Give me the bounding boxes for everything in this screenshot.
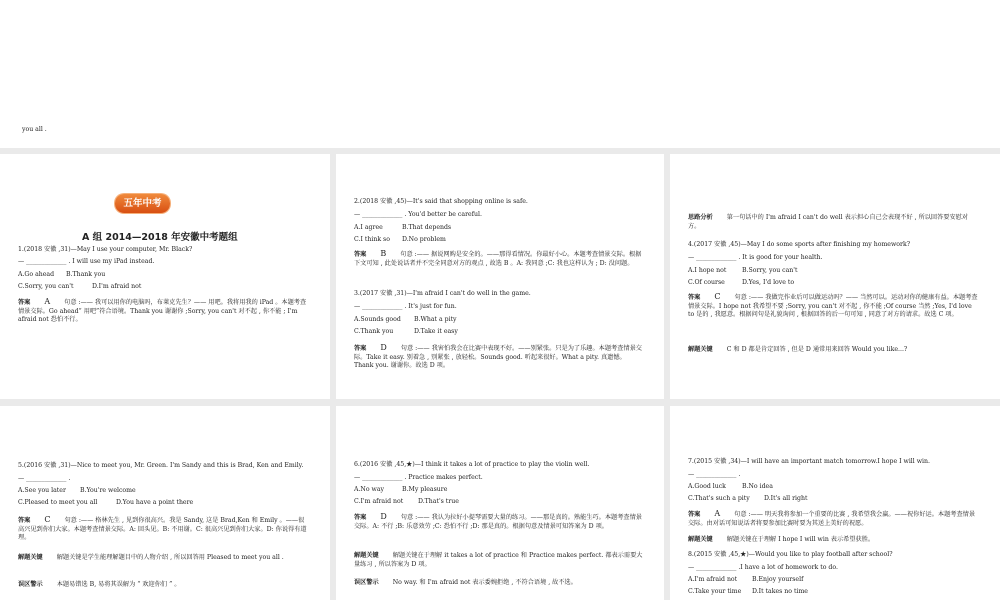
page-5 — [336, 406, 664, 600]
answer-label: 答案 — [18, 517, 31, 524]
question-6-options-cd — [354, 498, 464, 506]
warning-text: 本题易错选 B, 易将其误解为 “ 欢迎你们 ” 。 — [56, 581, 181, 588]
answer-label: 答案 — [354, 251, 367, 258]
answer-4 — [688, 293, 978, 320]
page-3 — [670, 154, 1000, 399]
analysis-label: 思路分析 — [688, 214, 713, 221]
answer-text: 句意 :—— 据说网购是安全的。——那得看情况。你最好小心。本题考查情景交际。根据下文可知 , 此处说话者并不完全同意对方的观点 , 故选 B 。A: 我同意 ;C: 我也这样认为 ; D: 没问题。 — [354, 251, 642, 267]
key-note — [688, 536, 978, 545]
option-d: D.I'm afraid not — [91, 283, 142, 290]
warning-note — [354, 579, 644, 588]
answer-letter: C — [44, 515, 51, 524]
answer-3 — [354, 344, 644, 371]
option-c: C.I think so — [354, 236, 390, 243]
question-5-blank: — _____________ . — [18, 475, 71, 482]
question-4-options-ab — [688, 267, 797, 275]
analysis-note — [688, 214, 978, 231]
question-4: 4.(2017 安徽 ,45)—May I do some sports after finishing my homework? — [688, 241, 911, 248]
page-1 — [0, 154, 330, 399]
answer-letter: D — [380, 343, 387, 352]
answer-label: 答案 — [688, 511, 701, 518]
key-text: 解题关键在于理解 I hope I will win 表示希望获胜。 — [726, 536, 875, 543]
page-top — [0, 0, 1000, 148]
page-4 — [0, 406, 330, 600]
question-3-options-ab — [354, 316, 460, 324]
option-c: C.Take your time — [688, 588, 742, 595]
answer-label: 答案 — [18, 299, 31, 306]
question-3-options-cd — [354, 328, 460, 336]
question-2-options-cd — [354, 236, 448, 244]
section-badge: 五年中考 — [115, 194, 170, 213]
answer-text: 句意 :—— 明天我将参加一个重要的比赛 , 我希望我会赢。——祝你好运。本题考查情景交际。由对话可知说话者将要参加比赛时要为其送上美好的祝愿。 — [688, 511, 976, 527]
question-2-options-ab — [354, 224, 451, 232]
page-text: you all . — [22, 126, 47, 133]
warning-label: 误区警示 — [18, 581, 43, 588]
question-6-options-ab — [354, 486, 448, 494]
option-d: D.Yes, I'd love to — [741, 279, 795, 286]
answer-6 — [354, 513, 644, 531]
answer-letter: B — [380, 249, 387, 258]
option-a: A.I hope not — [688, 267, 727, 274]
key-label: 解题关键 — [354, 552, 379, 559]
question-7-options-ab — [688, 483, 788, 491]
question-3: 3.(2017 安徽 ,31)—I'm afraid I can't do well in the game. — [354, 290, 531, 297]
question-8-options-ab — [688, 576, 803, 584]
option-a: A.See you later — [18, 487, 66, 494]
answer-7 — [688, 510, 978, 528]
option-d: D.It's all right — [763, 495, 808, 502]
option-a: A.Go ahead — [18, 271, 55, 278]
option-c: C.I'm afraid not — [354, 498, 404, 505]
key-note — [688, 346, 978, 355]
question-1-options-ab — [18, 271, 112, 279]
option-b: B.My pleasure — [401, 486, 448, 493]
option-b: B.No idea — [741, 483, 773, 490]
page-2 — [336, 154, 664, 399]
option-d: D.You have a point there — [115, 499, 194, 506]
option-b: B.Sorry, you can't — [741, 267, 798, 274]
question-2: 2.(2018 安徽 ,45)—It's said that shopping online is safe. — [354, 198, 528, 205]
option-c: C.Thank you — [354, 328, 394, 335]
option-b: B.Thank you — [65, 271, 106, 278]
question-6-blank: — _____________ . Practice makes perfect. — [354, 474, 483, 481]
key-text: 解题关键在于理解 it takes a lot of practice 和 Practice makes perfect. 都表示需要大量练习 , 所以答案为 D 项。 — [354, 552, 643, 568]
question-8-blank: — _____________ .I have a lot of homework to do. — [688, 564, 838, 571]
key-text: C 和 D 都是肯定回答 , 但是 D 通常用来回答 Would you like...? — [726, 346, 908, 353]
warning-label: 误区警示 — [354, 579, 379, 586]
answer-1 — [18, 298, 308, 325]
answer-text: 句意 :—— 我做完作业后可以做运动吗？—— 当然可以。运动对你的健康有益。本题考查情景交际。I hope not 我希望不要 ;Sorry, you can't 对不起 , 你不能 ;Of course 当然 ;Yes, I'd love to 是的 , 我愿意。根据问句是礼貌询问 , 根据回答的后一句可知 , 同意了对方的请求。故选 C 项。 — [688, 294, 978, 319]
option-a: A.Good luck — [688, 483, 726, 490]
warning-note — [18, 581, 308, 590]
option-c: C.That's such a pity — [688, 495, 750, 502]
option-b: B.What a pity — [413, 316, 457, 323]
question-5-options-ab — [18, 487, 136, 495]
answer-letter: A — [714, 509, 721, 518]
question-8: 8.(2015 安徽 ,45,★)—Would you like to play football after school? — [688, 551, 893, 558]
question-5: 5.(2016 安徽 ,31)—Nice to meet you, Mr. Green. I'm Sandy and this is Brad, Ken and Emily. — [18, 462, 304, 469]
question-1: 1.(2018 安徽 ,31)—May I use your computer, Mr. Black? — [18, 246, 193, 253]
option-c: C.Pleased to meet you all — [18, 499, 98, 506]
question-1-options-cd — [18, 283, 141, 291]
question-7: 7.(2015 安徽 ,34)—I will have an important match tomorrow.I hope I will win. — [688, 458, 930, 465]
question-8-options-cd — [688, 588, 808, 596]
option-d: D.No problem — [401, 236, 446, 243]
group-title: A 组 2014—2018 年安徽中考题组 — [82, 232, 238, 243]
key-text: 解题关键是学生能理解题目中的人物介绍 , 所以回答用 Pleased to meet you all . — [56, 554, 284, 561]
answer-letter: A — [44, 297, 51, 306]
key-label: 解题关键 — [18, 554, 43, 561]
answer-text: 句意 :—— 我害怕我会在比赛中表现不好。——别紧张。只是为了乐趣。本题考查情景交际。Take it easy. 别着急 , 别紧张 , 放轻松。Sounds good. 听起来很好。What a pity. 真遗憾。Thank you. 谢谢你。故选 D 项。 — [354, 345, 642, 370]
answer-2 — [354, 250, 644, 268]
key-label: 解题关键 — [688, 536, 713, 543]
question-7-blank: — _____________ . — [688, 471, 741, 478]
option-b: B.That depends — [401, 224, 452, 231]
answer-label: 答案 — [688, 294, 701, 301]
question-2-blank: — _____________ . You'd better be careful. — [354, 211, 482, 218]
page-6 — [670, 406, 1000, 600]
option-a: A.Sounds good — [354, 316, 401, 323]
question-4-blank: — _____________ . It is good for your health. — [688, 254, 823, 261]
option-a: A.No way — [354, 486, 385, 493]
question-4-options-cd — [688, 279, 794, 287]
question-5-options-cd — [18, 499, 193, 507]
answer-text: 句意 :—— 格林先生 , 见到你很高兴。我是 Sandy, 这是 Brad,Ken 和 Emily 。——很高兴见到你们大家。本题考查情景交际。A: 回头见。B: 不用谢。C: 很高兴见到你们大家。D: 你说得有道理。 — [18, 517, 307, 542]
answer-text: 句意 :—— 我认为拉好小提琴需要大量的练习。——那是真的。熟能生巧。本题考查情景交际。A: 不行 ;B: 乐意效劳 ;C: 恐怕不行 ;D: 那是真的。根据句意及情景可知答案为 D 项。 — [354, 514, 642, 530]
option-c: C.Of course — [688, 279, 725, 286]
key-note — [18, 554, 308, 563]
answer-label: 答案 — [354, 514, 367, 521]
question-3-blank: — _____________ . It's just for fun. — [354, 303, 457, 310]
option-d: D.It takes no time — [751, 588, 808, 595]
key-note — [354, 552, 644, 569]
option-c: C.Sorry, you can't — [18, 283, 74, 290]
option-d: D.Take it easy — [413, 328, 458, 335]
option-d: D.That's true — [417, 498, 459, 505]
analysis-text: 第一句话中的 I'm afraid I can't do well 表示担心自己会表现不好 , 所以回答要安慰对方。 — [688, 214, 969, 230]
key-label: 解题关键 — [688, 346, 713, 353]
answer-5 — [18, 516, 308, 543]
answer-label: 答案 — [354, 345, 367, 352]
option-b: B.Enjoy yourself — [751, 576, 804, 583]
option-a: A.I'm afraid not — [688, 576, 738, 583]
question-1-blank: — _____________ . I will use my iPad instead. — [18, 258, 155, 265]
answer-letter: C — [714, 292, 721, 301]
option-b: B.You're welcome — [79, 487, 136, 494]
option-a: A.I agree — [354, 224, 383, 231]
question-7-options-cd — [688, 495, 810, 503]
warning-text: No way. 和 I'm afraid not 表示委婉拒绝 , 不符合语境 , 故不选。 — [392, 579, 577, 586]
answer-text: 句意 :—— 我可以用你的电脑吗，布莱克先生？—— 用吧。我将用我的 iPad 。本题考查情景交际。Go ahead“ 用吧”符合语境。Thank you 谢谢你 ;Sorry, you can't 对不起 , 你不能 ; I'm afraid not 恐怕不行。 — [18, 299, 307, 324]
question-6: 6.(2016 安徽 ,45,★)—I think it takes a lot of practice to play the violin well. — [354, 461, 590, 468]
answer-letter: D — [380, 512, 387, 521]
